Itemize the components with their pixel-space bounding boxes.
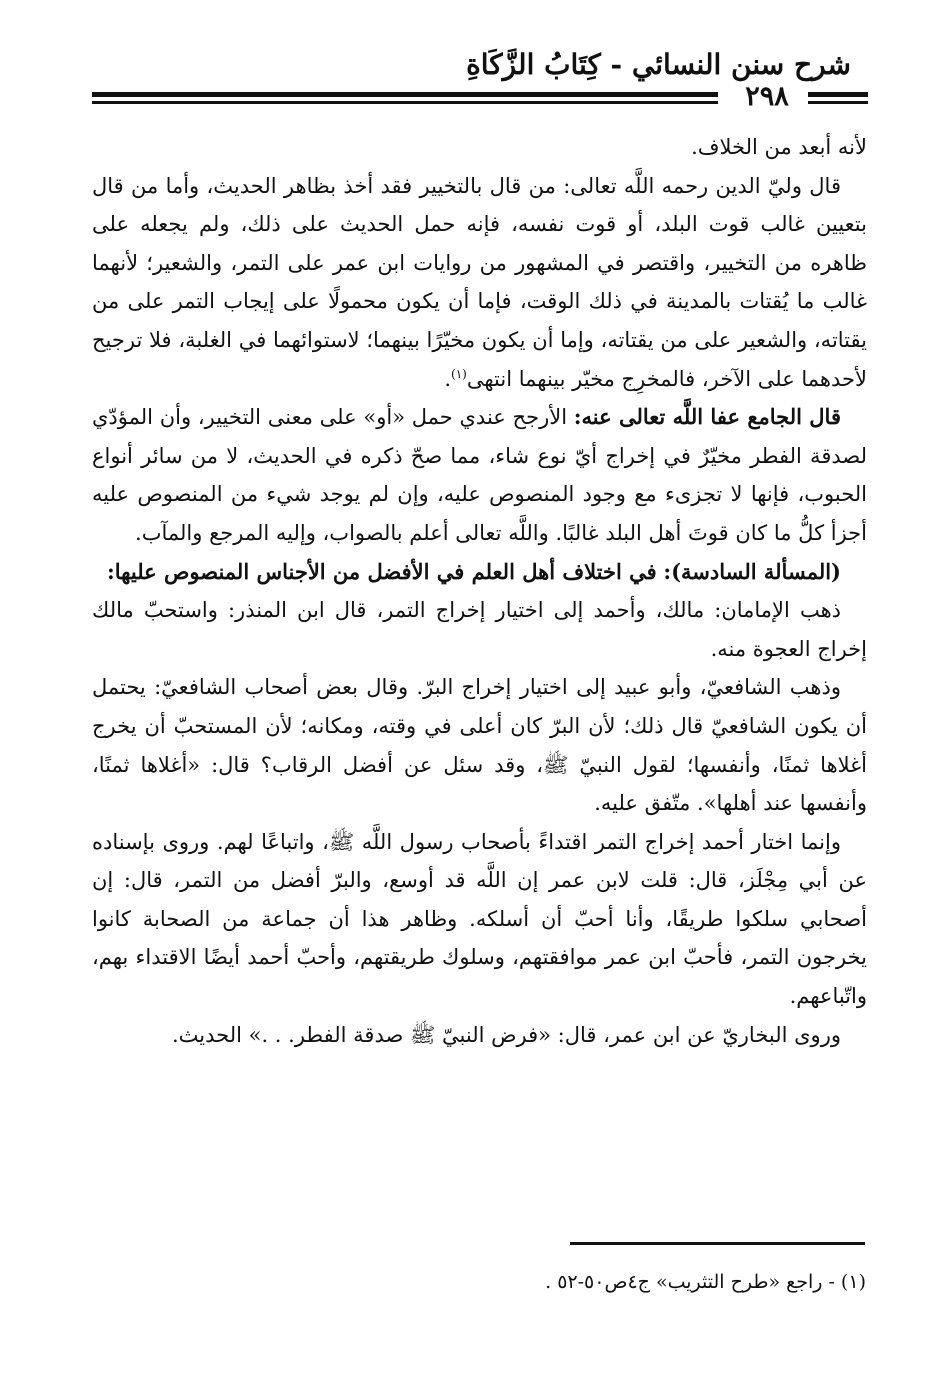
paragraph-2-end: . — [444, 366, 452, 391]
header-rule-short — [808, 92, 868, 104]
paragraph-2 — [92, 167, 867, 399]
footnote-reference[interactable]: (١) — [451, 366, 467, 381]
footnote-rule — [570, 1242, 865, 1245]
paragraph-3-lead: قال الجامع عفا اللَّه تعالى عنه: — [573, 404, 841, 430]
paragraph-3 — [92, 398, 867, 552]
paragraph-4-lead: (المسألة السادسة): — [663, 558, 841, 584]
paragraph-4-text: في اختلاف أهل العلم في الأفضل من الأجناس المنصوص عليها: — [107, 558, 657, 584]
paragraph-6: وذهب الشافعيّ، وأبو عبيد إلى اختيار إخراج البرّ. وقال بعض أصحاب الشافعيّ: يحتمل أن يكون الشافعيّ قال ذلك؛ لأن البرّ كان أعلى في وقته، ومكانه؛ لأن المستحبّ أن يخرج أغلاها ثمنًا، وأنفسها؛ لقول النبيّ ﷺ، وقد سئل عن أفضل الرقاب؟ قال: «أغلاها ثمنًا، وأنفسها عند أهلها». متّفق عليه. — [92, 675, 867, 816]
main-text — [92, 128, 867, 1054]
footnote-1: (١) - راجع «طرح التثريب» ج٤ص٥٠-٥٢ . — [545, 1271, 866, 1293]
header-rule — [92, 92, 718, 104]
paragraph-4 — [92, 553, 867, 592]
paragraph-3-text: الأرجح عندي حمل «أو» على معنى التخيير، وأن المؤدّي لصدقة الفطر مخيّرٌ في إخراج أيّ نوع شاء، مما صحّ ذكره في الحديث، لا من سائر أنواع الحبوب، فإنها لا تجزىء مع وجود المنصوص عليه، وإن لم يوجد شيء من المنصوص عليه أجزأ كلُّ ما كان قوتَ أهل البلد غالبًا. واللَّه تعالى أعلم بالصواب، وإليه المرجع والمآب. — [92, 405, 867, 545]
paragraph-8: وروى البخاريّ عن ابن عمر، قال: «فرض النبيّ ﷺ صدقة الفطر. . .» الحديث. — [171, 1022, 841, 1047]
running-title: شرح سنن النسائي - كِتَابُ الزَّكَاةِ — [466, 48, 851, 81]
page-number: ٢٩٨ — [745, 81, 789, 112]
paragraph-5: ذهب الإمامان: مالك، وأحمد إلى اختيار إخراج التمر، قال ابن المنذر: واستحبّ مالك إخراج العجوة منه. — [92, 598, 867, 661]
paragraph-1: لأنه أبعد من الخلاف. — [691, 135, 867, 159]
paragraph-2-text: قال وليّ الدين رحمه اللَّه تعالى: من قال بالتخيير فقد أخذ بظاهر الحديث، وأما من قال بتعيين غالب قوت البلد، أو قوت نفسه، فإنه حمل الحديث على ذلك، ولم يجعله على ظاهره من التخيير، واقتصر في المشهور من روايات ابن عمر على التمر، والشعير؛ لأنهما غالب ما يُقتات بالمدينة في ذلك الوقت، فإما أن يكون محمولًا على إيجاب التمر على من يقتاته، والشعير على من يقتاته، وإما أن يكون مخيّرًا بينهما؛ لاستوائهما في الغلبة، فلا ترجيح لأحدهما على الآخر، فالمخرِج مخيّر بينهما انتهى — [92, 173, 867, 391]
paragraph-7: وإنما اختار أحمد إخراج التمر اقتداءً بأصحاب رسول اللَّه ﷺ، واتباعًا لهم. وروى بإسناده عن أبي مِجْلَز، قال: قلت لابن عمر إن اللَّه قد أوسع، والبرّ أفضل من التمر، قال: إن أصحابي سلكوا طريقًا، وأنا أحبّ أن أسلكه. وظاهر هذا أن جماعة من الصحابة كانوا يخرجون التمر، فأحبّ ابن عمر موافقتهم، وسلوك طريقتهم، وأحبّ أحمد أيضًا الاقتداء بهم، واتّباعهم. — [92, 829, 867, 1009]
